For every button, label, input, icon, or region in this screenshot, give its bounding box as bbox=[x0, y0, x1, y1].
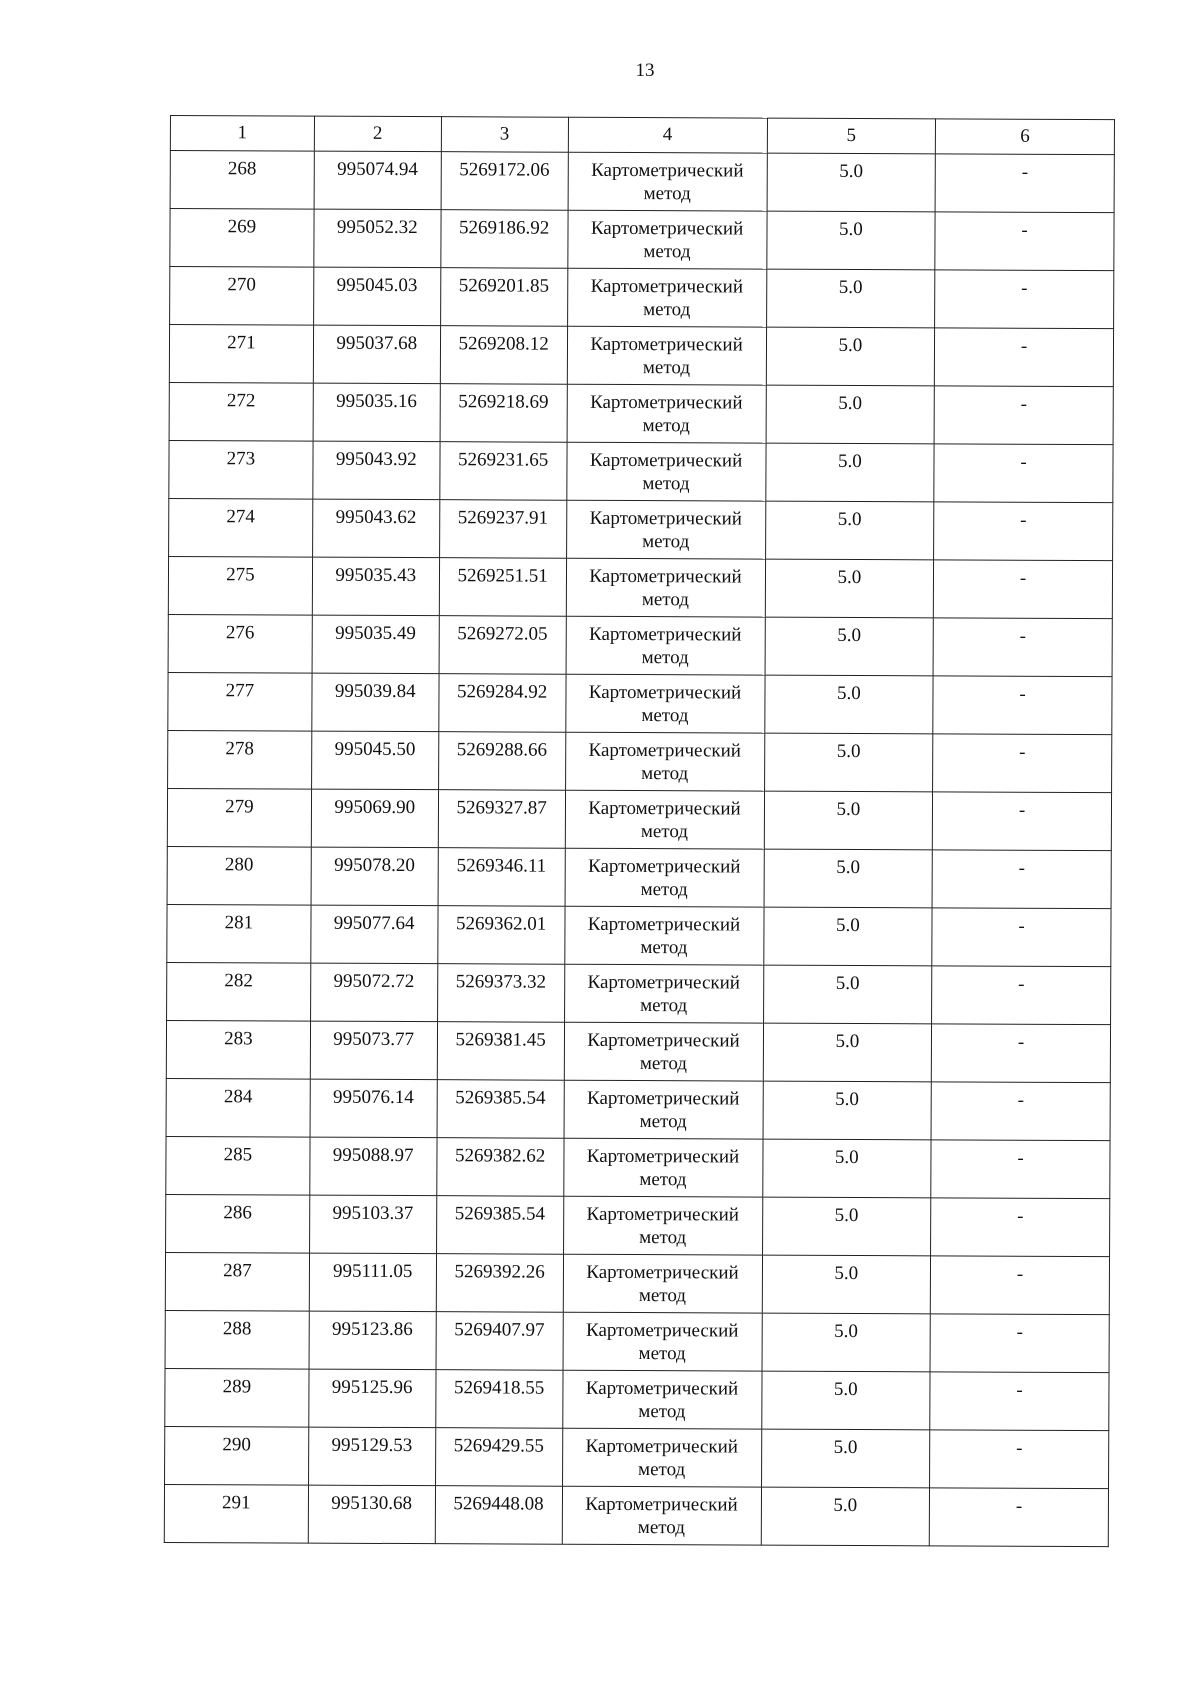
y-coordinate-cell: 5269284.92 bbox=[438, 674, 565, 733]
method-cell: Картометрический метод bbox=[567, 268, 766, 327]
point-number-cell: 285 bbox=[166, 1136, 310, 1195]
method-cell: Картометрический метод bbox=[563, 1312, 762, 1371]
accuracy-cell: 5.0 bbox=[766, 211, 935, 270]
description-cell: - bbox=[933, 676, 1112, 735]
method-cell: Картометрический метод bbox=[564, 906, 763, 965]
x-coordinate-cell: 995069.90 bbox=[311, 789, 438, 848]
table-row bbox=[169, 325, 1113, 387]
table-row bbox=[166, 1136, 1110, 1198]
point-number-cell: 281 bbox=[167, 904, 311, 963]
table-row bbox=[169, 440, 1113, 502]
point-number-cell: 278 bbox=[168, 730, 312, 789]
x-coordinate-cell: 995045.03 bbox=[313, 267, 440, 326]
method-cell: Картометрический метод bbox=[565, 848, 764, 907]
description-cell: - bbox=[935, 328, 1114, 387]
description-cell: - bbox=[933, 734, 1112, 793]
point-number-cell: 291 bbox=[164, 1484, 308, 1543]
y-coordinate-cell: 5269218.69 bbox=[440, 384, 567, 443]
description-cell: - bbox=[934, 502, 1113, 561]
description-cell: - bbox=[934, 386, 1113, 445]
method-cell: Картометрический метод bbox=[564, 964, 763, 1023]
x-coordinate-cell: 995125.96 bbox=[309, 1369, 436, 1428]
x-coordinate-cell: 995052.32 bbox=[314, 209, 441, 268]
table-row bbox=[168, 614, 1112, 676]
table-row bbox=[168, 730, 1112, 792]
y-coordinate-cell: 5269429.55 bbox=[435, 1428, 562, 1487]
description-cell: - bbox=[932, 966, 1111, 1025]
x-coordinate-cell: 995035.43 bbox=[312, 557, 439, 616]
method-cell: Картометрический метод bbox=[568, 152, 767, 211]
y-coordinate-cell: 5269237.91 bbox=[439, 500, 566, 559]
description-cell: - bbox=[930, 1488, 1109, 1547]
table-row bbox=[170, 151, 1114, 213]
accuracy-cell: 5.0 bbox=[762, 1255, 931, 1314]
method-cell: Картометрический метод bbox=[565, 732, 764, 791]
y-coordinate-cell: 5269201.85 bbox=[440, 268, 567, 327]
description-cell: - bbox=[932, 1024, 1111, 1083]
description-cell: - bbox=[930, 1314, 1109, 1373]
point-number-cell: 272 bbox=[169, 382, 313, 441]
y-coordinate-cell: 5269186.92 bbox=[441, 210, 568, 269]
method-cell: Картометрический метод bbox=[563, 1254, 762, 1313]
accuracy-cell: 5.0 bbox=[765, 501, 934, 560]
description-cell: - bbox=[932, 850, 1111, 909]
description-cell: - bbox=[935, 154, 1114, 213]
point-number-cell: 277 bbox=[168, 672, 312, 731]
y-coordinate-cell: 5269251.51 bbox=[439, 558, 566, 617]
header-col-3: 3 bbox=[441, 117, 568, 153]
y-coordinate-cell: 5269362.01 bbox=[437, 906, 564, 965]
point-number-cell: 288 bbox=[165, 1310, 309, 1369]
x-coordinate-cell: 995129.53 bbox=[308, 1427, 435, 1486]
point-number-cell: 269 bbox=[170, 209, 314, 268]
accuracy-cell: 5.0 bbox=[761, 1429, 930, 1488]
point-number-cell: 283 bbox=[166, 1020, 310, 1079]
point-number-cell: 274 bbox=[169, 498, 313, 557]
accuracy-cell: 5.0 bbox=[767, 153, 936, 212]
method-cell: Картометрический метод bbox=[565, 790, 764, 849]
point-number-cell: 275 bbox=[168, 556, 312, 615]
table-row bbox=[168, 556, 1112, 618]
y-coordinate-cell: 5269418.55 bbox=[435, 1370, 562, 1429]
accuracy-cell: 5.0 bbox=[766, 269, 935, 328]
point-number-cell: 279 bbox=[167, 788, 311, 847]
header-row bbox=[170, 116, 1114, 155]
method-cell: Картометрический метод bbox=[567, 384, 766, 443]
x-coordinate-cell: 995072.72 bbox=[310, 963, 437, 1022]
accuracy-cell: 5.0 bbox=[764, 849, 933, 908]
x-coordinate-cell: 995037.68 bbox=[313, 325, 440, 384]
method-cell: Картометрический метод bbox=[562, 1486, 761, 1545]
table-row bbox=[169, 382, 1113, 444]
description-cell: - bbox=[934, 560, 1113, 619]
accuracy-cell: 5.0 bbox=[764, 733, 933, 792]
table-row bbox=[167, 904, 1111, 966]
accuracy-cell: 5.0 bbox=[763, 965, 932, 1024]
x-coordinate-cell: 995035.49 bbox=[312, 615, 439, 674]
y-coordinate-cell: 5269172.06 bbox=[441, 152, 568, 211]
table-body bbox=[164, 151, 1114, 1547]
description-cell: - bbox=[935, 270, 1114, 329]
coordinates-table bbox=[164, 115, 1115, 1547]
point-number-cell: 280 bbox=[167, 846, 311, 905]
y-coordinate-cell: 5269288.66 bbox=[438, 732, 565, 791]
point-number-cell: 289 bbox=[165, 1368, 309, 1427]
y-coordinate-cell: 5269327.87 bbox=[438, 790, 565, 849]
accuracy-cell: 5.0 bbox=[766, 327, 935, 386]
table-row bbox=[165, 1426, 1109, 1488]
x-coordinate-cell: 995078.20 bbox=[311, 847, 438, 906]
method-cell: Картометрический метод bbox=[565, 674, 764, 733]
table-row bbox=[170, 267, 1114, 329]
y-coordinate-cell: 5269381.45 bbox=[437, 1022, 564, 1081]
description-cell: - bbox=[932, 908, 1111, 967]
point-number-cell: 268 bbox=[170, 151, 314, 210]
y-coordinate-cell: 5269272.05 bbox=[439, 616, 566, 675]
x-coordinate-cell: 995077.64 bbox=[311, 905, 438, 964]
accuracy-cell: 5.0 bbox=[765, 617, 934, 676]
table-row bbox=[167, 846, 1111, 908]
accuracy-cell: 5.0 bbox=[764, 791, 933, 850]
table-row bbox=[165, 1310, 1109, 1372]
method-cell: Картометрический метод bbox=[567, 210, 766, 269]
y-coordinate-cell: 5269373.32 bbox=[437, 964, 564, 1023]
x-coordinate-cell: 995035.16 bbox=[313, 383, 440, 442]
accuracy-cell: 5.0 bbox=[764, 675, 933, 734]
x-coordinate-cell: 995043.92 bbox=[313, 441, 440, 500]
accuracy-cell: 5.0 bbox=[761, 1487, 930, 1546]
description-cell: - bbox=[933, 618, 1112, 677]
point-number-cell: 290 bbox=[165, 1426, 309, 1485]
point-number-cell: 273 bbox=[169, 440, 313, 499]
description-cell: - bbox=[931, 1256, 1110, 1315]
y-coordinate-cell: 5269407.97 bbox=[436, 1312, 563, 1371]
header-col-5: 5 bbox=[767, 118, 936, 154]
accuracy-cell: 5.0 bbox=[762, 1139, 931, 1198]
table-row bbox=[168, 672, 1112, 734]
y-coordinate-cell: 5269346.11 bbox=[438, 848, 565, 907]
description-cell: - bbox=[931, 1140, 1110, 1199]
y-coordinate-cell: 5269385.54 bbox=[437, 1080, 564, 1139]
table-row bbox=[166, 1194, 1110, 1256]
table-row bbox=[169, 498, 1113, 560]
description-cell: - bbox=[935, 212, 1114, 271]
description-cell: - bbox=[930, 1430, 1109, 1489]
page-number: 13 bbox=[635, 60, 655, 81]
point-number-cell: 271 bbox=[169, 325, 313, 384]
header-col-4: 4 bbox=[568, 117, 767, 153]
table-row bbox=[166, 1020, 1110, 1082]
description-cell: - bbox=[931, 1198, 1110, 1257]
x-coordinate-cell: 995045.50 bbox=[311, 731, 438, 790]
method-cell: Картометрический метод bbox=[566, 558, 765, 617]
accuracy-cell: 5.0 bbox=[761, 1371, 930, 1430]
accuracy-cell: 5.0 bbox=[765, 443, 934, 502]
method-cell: Картометрический метод bbox=[564, 1022, 763, 1081]
y-coordinate-cell: 5269448.08 bbox=[435, 1486, 562, 1545]
description-cell: - bbox=[930, 1372, 1109, 1431]
accuracy-cell: 5.0 bbox=[763, 1023, 932, 1082]
y-coordinate-cell: 5269382.62 bbox=[436, 1138, 563, 1197]
method-cell: Картометрический метод bbox=[562, 1428, 761, 1487]
table-header bbox=[170, 116, 1114, 155]
table-row bbox=[167, 788, 1111, 850]
accuracy-cell: 5.0 bbox=[763, 1081, 932, 1140]
point-number-cell: 276 bbox=[168, 614, 312, 673]
x-coordinate-cell: 995103.37 bbox=[309, 1195, 436, 1254]
y-coordinate-cell: 5269231.65 bbox=[440, 442, 567, 501]
y-coordinate-cell: 5269208.12 bbox=[440, 326, 567, 385]
method-cell: Картометрический метод bbox=[563, 1138, 762, 1197]
accuracy-cell: 5.0 bbox=[765, 559, 934, 618]
method-cell: Картометрический метод bbox=[566, 500, 765, 559]
x-coordinate-cell: 995076.14 bbox=[310, 1079, 437, 1138]
table-row bbox=[170, 209, 1114, 271]
description-cell: - bbox=[933, 792, 1112, 851]
x-coordinate-cell: 995043.62 bbox=[312, 499, 439, 558]
x-coordinate-cell: 995039.84 bbox=[312, 673, 439, 732]
method-cell: Картометрический метод bbox=[562, 1370, 761, 1429]
accuracy-cell: 5.0 bbox=[763, 907, 932, 966]
point-number-cell: 270 bbox=[170, 267, 314, 326]
x-coordinate-cell: 995074.94 bbox=[314, 151, 441, 210]
method-cell: Картометрический метод bbox=[563, 1196, 762, 1255]
header-col-2: 2 bbox=[314, 116, 441, 152]
x-coordinate-cell: 995123.86 bbox=[309, 1311, 436, 1370]
method-cell: Картометрический метод bbox=[567, 326, 766, 385]
x-coordinate-cell: 995088.97 bbox=[310, 1137, 437, 1196]
x-coordinate-cell: 995111.05 bbox=[309, 1253, 436, 1312]
point-number-cell: 286 bbox=[166, 1194, 310, 1253]
method-cell: Картометрический метод bbox=[566, 616, 765, 675]
point-number-cell: 287 bbox=[165, 1252, 309, 1311]
table-row bbox=[165, 1252, 1109, 1314]
y-coordinate-cell: 5269392.26 bbox=[436, 1254, 563, 1313]
method-cell: Картометрический метод bbox=[564, 1080, 763, 1139]
accuracy-cell: 5.0 bbox=[762, 1313, 931, 1372]
table-row bbox=[165, 1368, 1109, 1430]
description-cell: - bbox=[934, 444, 1113, 503]
accuracy-cell: 5.0 bbox=[766, 385, 935, 444]
accuracy-cell: 5.0 bbox=[762, 1197, 931, 1256]
description-cell: - bbox=[931, 1082, 1110, 1141]
x-coordinate-cell: 995130.68 bbox=[308, 1485, 435, 1544]
point-number-cell: 282 bbox=[167, 962, 311, 1021]
header-col-6: 6 bbox=[936, 119, 1115, 155]
x-coordinate-cell: 995073.77 bbox=[310, 1021, 437, 1080]
table-row bbox=[164, 1484, 1108, 1546]
method-cell: Картометрический метод bbox=[566, 442, 765, 501]
point-number-cell: 284 bbox=[166, 1078, 310, 1137]
table-row bbox=[166, 1078, 1110, 1140]
y-coordinate-cell: 5269385.54 bbox=[436, 1196, 563, 1255]
table-row bbox=[167, 962, 1111, 1024]
header-col-1: 1 bbox=[170, 116, 314, 152]
